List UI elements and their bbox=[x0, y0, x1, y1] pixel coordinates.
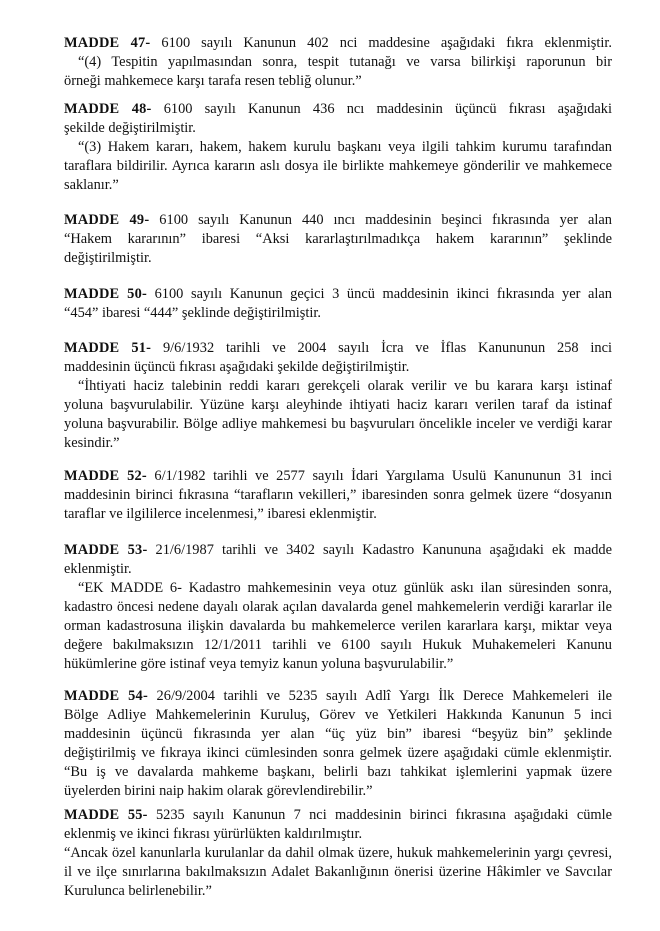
article-51-line-2: maddesinin üçüncü fıkrası aşağıdaki şekilde değiştirilmiştir. bbox=[64, 359, 410, 375]
article-53-line-1: MADDE 53- 21/6/1987 tarihli ve 3402 sayılı Kadastro Kanununa aşağıdaki ek madde bbox=[64, 542, 612, 558]
article-51-line-6: kesindir.” bbox=[64, 435, 120, 451]
article-52-heading: MADDE 52- bbox=[64, 468, 147, 484]
article-47-line-2: “(4) Tespitin yapılmasından sonra, tespit tutanağı ve varsa bilirkişi raporunun bir bbox=[78, 54, 612, 70]
article-52-line-2: maddesinin birinci fıkrasına “tarafların vekilleri,” ibaresinden sonra gelmek üzere “dosyanın bbox=[64, 487, 612, 503]
article-54-line-2: Bölge Adliye Mahkemelerinin Kuruluş, Görev ve Yetkileri Hakkında Kanunun 5 inci bbox=[64, 707, 612, 723]
article-48-line-5: saklanır.” bbox=[64, 177, 119, 193]
article-48-heading: MADDE 48- bbox=[64, 101, 152, 117]
article-55-line-3: “Ancak özel kanunlarla kurulanlar da dahil olmak üzere, hukuk mahkemelerinin yargı çevresi, bbox=[64, 845, 612, 861]
article-47 bbox=[64, 34, 612, 91]
article-55-line-1: MADDE 55- 5235 sayılı Kanunun 7 nci maddesinin birinci fıkrasına aşağıdaki cümle bbox=[64, 807, 612, 823]
article-55-line-4: il ve ilçe sınırlarına bakılmaksızın Adalet Bakanlığının önerisi üzerine Hâkimler ve Savcılar bbox=[64, 864, 612, 880]
article-50-line-1: MADDE 50- 6100 sayılı Kanunun geçici 3 üncü maddesinin ikinci fıkrasında yer alan bbox=[64, 286, 612, 302]
article-51 bbox=[64, 339, 612, 453]
article-47-line-3: örneği mahkemece karşı tarafa resen tebliğ olunur.” bbox=[64, 73, 362, 89]
article-51-heading: MADDE 51- bbox=[64, 340, 152, 356]
article-54-line-5: “Bu iş ve davalarda mahkeme başkanı, belirli bazı tahkikat işlemlerini yapmak üzere bbox=[64, 764, 612, 780]
article-53-line-7: hükümlerine göre istinaf veya temyiz kanun yoluna başvurulabilir.” bbox=[64, 656, 454, 672]
article-49 bbox=[64, 211, 612, 268]
article-54-heading: MADDE 54- bbox=[64, 688, 148, 704]
article-50-heading: MADDE 50- bbox=[64, 286, 147, 302]
article-54-line-3: maddesinin üçüncü fıkrasında yer alan “üç yüz bin” ibaresi “beşyüz bin” şeklinde bbox=[64, 726, 612, 742]
article-47-heading: MADDE 47- bbox=[64, 35, 151, 51]
article-49-line-3: değiştirilmiştir. bbox=[64, 250, 152, 266]
article-48-line-4: taraflara bildirilir. Ayrıca kararın aslı dosya ile birlikte mahkemeye gönderilir ve mahkemece bbox=[64, 158, 612, 174]
article-55-line-2: eklenmiş ve ikinci fıkrası yürürlükten kaldırılmıştır. bbox=[64, 826, 363, 842]
article-53-line-2: eklenmiştir. bbox=[64, 561, 132, 577]
article-48-line-2: şekilde değiştirilmiştir. bbox=[64, 120, 196, 136]
article-53-line-3: “EK MADDE 6- Kadastro mahkemesinin veya otuz günlük askı ilan süresinden sonra, bbox=[78, 580, 612, 596]
article-48 bbox=[64, 100, 612, 195]
article-53 bbox=[64, 541, 612, 674]
article-55-line-5: Kurulunca belirlenebilir.” bbox=[64, 883, 212, 899]
article-53-line-6: değere bakılmaksızın 12/1/2011 tarihli ve 6100 sayılı Hukuk Muhakemeleri Kanunu bbox=[64, 637, 612, 653]
article-49-line-2: “Hakem kararının” ibaresi “Aksi kararlaştırılmadıkça hakem kararının” şeklinde bbox=[64, 231, 612, 247]
article-50-line-2: “454” ibaresi “444” şeklinde değiştirilmiştir. bbox=[64, 305, 321, 321]
article-53-line-4: kadastro öncesi nedene dayalı olarak açılan davalarda genel mahkemelerin verdiği kararlar ile bbox=[64, 599, 612, 615]
article-51-line-1: MADDE 51- 9/6/1932 tarihli ve 2004 sayılı İcra ve İflas Kanununun 258 inci bbox=[64, 340, 612, 356]
article-49-heading: MADDE 49- bbox=[64, 212, 150, 228]
article-50 bbox=[64, 285, 612, 323]
article-51-line-3: “İhtiyati haciz talebinin reddi kararı gerekçeli olarak verilir ve bu karara karşı istinaf bbox=[78, 378, 612, 394]
article-52 bbox=[64, 467, 612, 524]
article-49-line-1: MADDE 49- 6100 sayılı Kanunun 440 ıncı maddesinin beşinci fıkrasında yer alan bbox=[64, 212, 612, 228]
article-54-line-4: değiştirilmiş ve fıkraya ikinci cümlesinden sonra gelmek üzere aşağıdaki cümle eklenmiştir. bbox=[64, 745, 612, 761]
article-54-line-6: üyelerden birini naip hakim olarak görevlendirebilir.” bbox=[64, 783, 373, 799]
article-53-line-5: orman kadastrosuna ilişkin davalarda bu mahkemelerce verilen kararlara karşı, miktar veya bbox=[64, 618, 612, 634]
article-47-line-1: MADDE 47- 6100 sayılı Kanunun 402 nci maddesine aşağıdaki fıkra eklenmiştir. bbox=[64, 35, 612, 51]
article-53-heading: MADDE 53- bbox=[64, 542, 148, 558]
article-54-line-1: MADDE 54- 26/9/2004 tarihli ve 5235 sayılı Adlî Yargı İlk Derece Mahkemeleri ile bbox=[64, 688, 612, 704]
article-51-line-4: yoluna başvurulabilir. Yüzüne karşı aleyhinde ihtiyati haciz kararı verilen taraf da istinaf bbox=[64, 397, 612, 413]
article-48-line-1: MADDE 48- 6100 sayılı Kanunun 436 ncı maddesinin üçüncü fıkrası aşağıdaki bbox=[64, 101, 612, 117]
article-51-line-5: yoluna başvurabilir. Bölge adliye mahkemesi bu başvuruları öncelikle inceler ve verdiği karar bbox=[64, 416, 612, 432]
article-48-line-3: “(3) Hakem kararı, hakem, hakem kurulu başkanı veya ilgili tahkim kurumu tarafından bbox=[78, 139, 612, 155]
article-55 bbox=[64, 806, 612, 901]
article-54 bbox=[64, 687, 612, 801]
article-52-line-3: taraflar ve ilgililerce incelenmesi,” ibaresi eklenmiştir. bbox=[64, 506, 377, 522]
article-52-line-1: MADDE 52- 6/1/1982 tarihli ve 2577 sayılı İdari Yargılama Usulü Kanununun 31 inci bbox=[64, 468, 612, 484]
article-55-heading: MADDE 55- bbox=[64, 807, 148, 823]
